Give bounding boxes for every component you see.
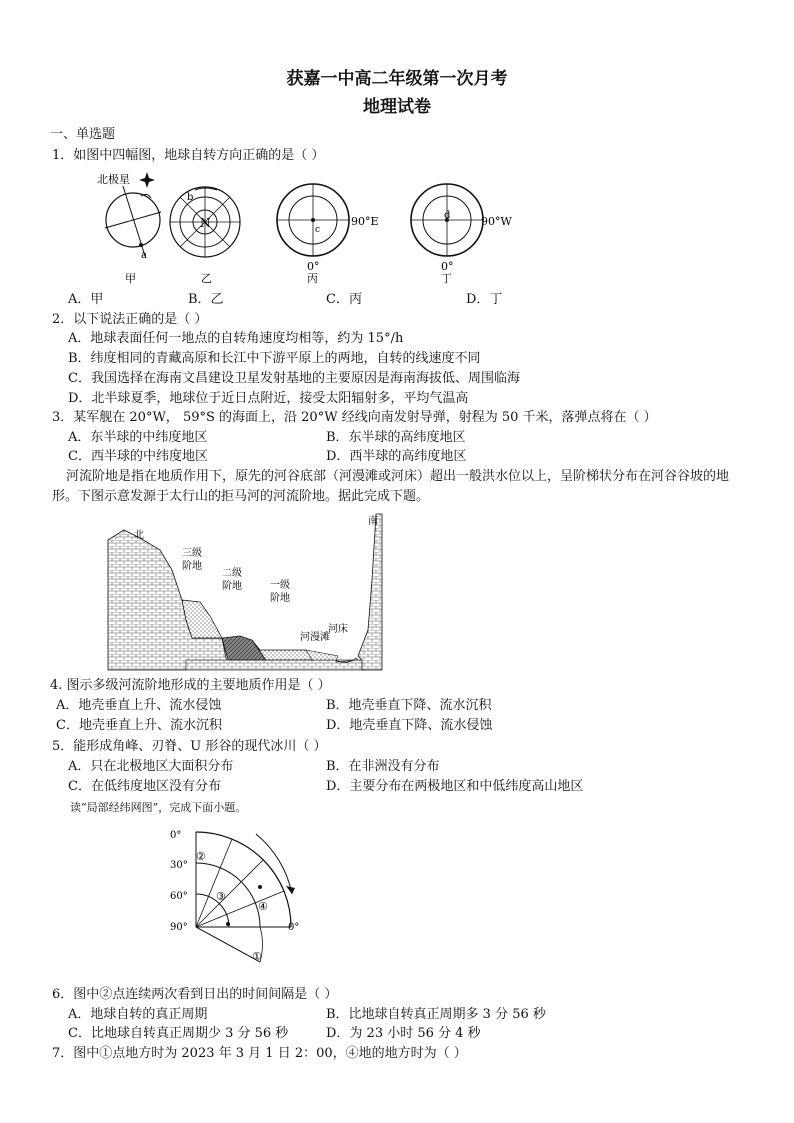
lon-0-label: 0° <box>288 922 300 933</box>
q2-option-d[interactable]: D．北半球夏季，地球位于近日点附近，接受太阳辐射多，平均气温高 <box>68 391 469 406</box>
q1-option-d[interactable]: D．丁 <box>466 292 503 307</box>
read-note: 读“局部经纬网图”，完成下面小题。 <box>70 801 247 814</box>
riverbed-label: 河床 <box>328 624 348 635</box>
lat-60-label: 60° <box>170 891 188 902</box>
lat-lon-grid-figure <box>168 822 308 982</box>
q3-option-d[interactable]: D．西半球的高纬度地区 <box>326 449 467 464</box>
lat-0-label: 0° <box>170 830 182 841</box>
question-4-stem: 4. 图示多级河流阶地形成的主要地质作用是（ ） <box>50 678 331 693</box>
label-90e: 90°E <box>351 215 379 228</box>
question-2-stem: 2．以下说法正确的是（ ） <box>52 312 208 327</box>
q1-option-b[interactable]: B．乙 <box>188 292 224 307</box>
point-b-label: b <box>187 192 194 203</box>
terrace-3-label-a: 三级 <box>182 548 202 559</box>
point-2-label: ② <box>196 850 206 863</box>
q5-option-a[interactable]: A．只在北极地区大面积分布 <box>68 759 234 774</box>
question-5-stem: 5．能形成角峰、刃脊、U 形谷的现代冰川（ ） <box>52 739 327 754</box>
passage-terraces: 河流阶地是指在地质作用下，原先的河谷底部（河漫滩或河床）超出一般洪水位以上，呈阶梯状分布在河谷谷坡的地形。下图示意发源于太行山的拒马河的河流阶地。据此完成下题。 <box>52 469 730 504</box>
q5-option-d[interactable]: D．主要分布在两极地区和中低纬度高山地区 <box>326 779 584 794</box>
q4-option-a[interactable]: A．地壳垂直上升、流水侵蚀 <box>56 698 222 713</box>
lat-90-label: 90° <box>170 922 188 933</box>
question-1-figure <box>95 168 525 290</box>
label-90w: 90°W <box>481 215 512 228</box>
q6-option-a[interactable]: A．地球自转的真正周期 <box>68 1007 208 1022</box>
polaris-label: 北极星 <box>97 173 130 186</box>
exam-subtitle: 地理试卷 <box>363 97 431 117</box>
label-0deg-bing: 0° <box>307 260 320 273</box>
q5-option-c[interactable]: C．在低纬度地区没有分布 <box>68 779 221 794</box>
q2-option-b[interactable]: B．纬度相同的青藏高原和长江中下游平原上的两地，自转的线速度不同 <box>68 351 481 366</box>
question-1-stem: 1．如图中四幅图，地球自转方向正确的是（ ） <box>52 148 325 163</box>
floodplain-label: 河漫滩 <box>300 632 330 643</box>
q4-option-b[interactable]: B．地壳垂直下降、流水沉积 <box>326 698 492 713</box>
q3-option-a[interactable]: A．东半球的中纬度地区 <box>68 430 208 445</box>
q4-option-d[interactable]: D．地壳垂直下降、流水侵蚀 <box>326 718 493 733</box>
question-3-stem: 3．某军舰在 20°W， 59°S 的海面上，沿 20°W 经线向南发射导弹，射程为 50 千米，落弹点将在（ ） <box>52 410 657 425</box>
q5-option-b[interactable]: B．在非洲没有分布 <box>326 759 440 774</box>
terrace-2-label-b: 阶地 <box>222 581 242 592</box>
caption-ding: 丁 <box>441 272 452 285</box>
river-terrace-figure <box>100 510 390 672</box>
q3-option-c[interactable]: C．西半球的中纬度地区 <box>68 449 208 464</box>
label-0deg-ding: 0° <box>441 260 454 273</box>
section-heading: 一、单选题 <box>50 127 116 142</box>
north-pole-n-label: N <box>200 216 211 230</box>
caption-yi: 乙 <box>201 272 212 285</box>
question-6-stem: 6．图中②点连续两次看到日出的时间间隔是（ ） <box>52 987 338 1002</box>
q6-option-b[interactable]: B．比地球自转真正周期多 3 分 56 秒 <box>326 1007 546 1022</box>
point-4-label: ④ <box>258 900 268 913</box>
point-a-label: a <box>141 250 147 261</box>
exam-title: 获嘉一中高二年级第一次月考 <box>286 69 508 89</box>
q3-option-b[interactable]: B．东半球的高纬度地区 <box>326 430 466 445</box>
q6-option-c[interactable]: C．比地球自转真正周期少 3 分 56 秒 <box>68 1026 289 1041</box>
south-label: 南 <box>368 516 378 527</box>
north-label: 北 <box>134 530 144 541</box>
point-1-label: ① <box>252 950 262 963</box>
q2-option-a[interactable]: A．地球表面任何一地点的自转角速度均相等，约为 15°/h <box>68 331 404 346</box>
point-c-label: c <box>315 225 321 235</box>
terrace-1-label-b: 阶地 <box>270 593 290 604</box>
q2-option-c[interactable]: C．我国选择在海南文昌建设卫星发射基地的主要原因是海南海拔低、周围临海 <box>68 371 520 386</box>
terrace-2-label-a: 二级 <box>222 568 242 579</box>
q4-option-c[interactable]: C．地壳垂直上升、流水沉积 <box>56 718 222 733</box>
terrace-1-label-a: 一级 <box>270 580 290 591</box>
question-7-stem: 7．图中①点地方时为 2023 年 3 月 1 日 2：00，④地的地方时为（ ） <box>52 1046 467 1061</box>
terrace-3-label-b: 阶地 <box>182 561 202 572</box>
point-3-label: ③ <box>216 890 226 903</box>
q6-option-d[interactable]: D．为 23 小时 56 分 4 秒 <box>326 1026 481 1041</box>
q1-option-a[interactable]: A．甲 <box>68 292 104 307</box>
caption-jia: 甲 <box>125 272 136 285</box>
polaris-star-icon <box>139 172 155 188</box>
point-d-label: d <box>444 210 451 221</box>
caption-bing: 丙 <box>307 272 318 285</box>
q1-option-c[interactable]: C．丙 <box>326 292 362 307</box>
lat-30-label: 30° <box>170 860 188 871</box>
